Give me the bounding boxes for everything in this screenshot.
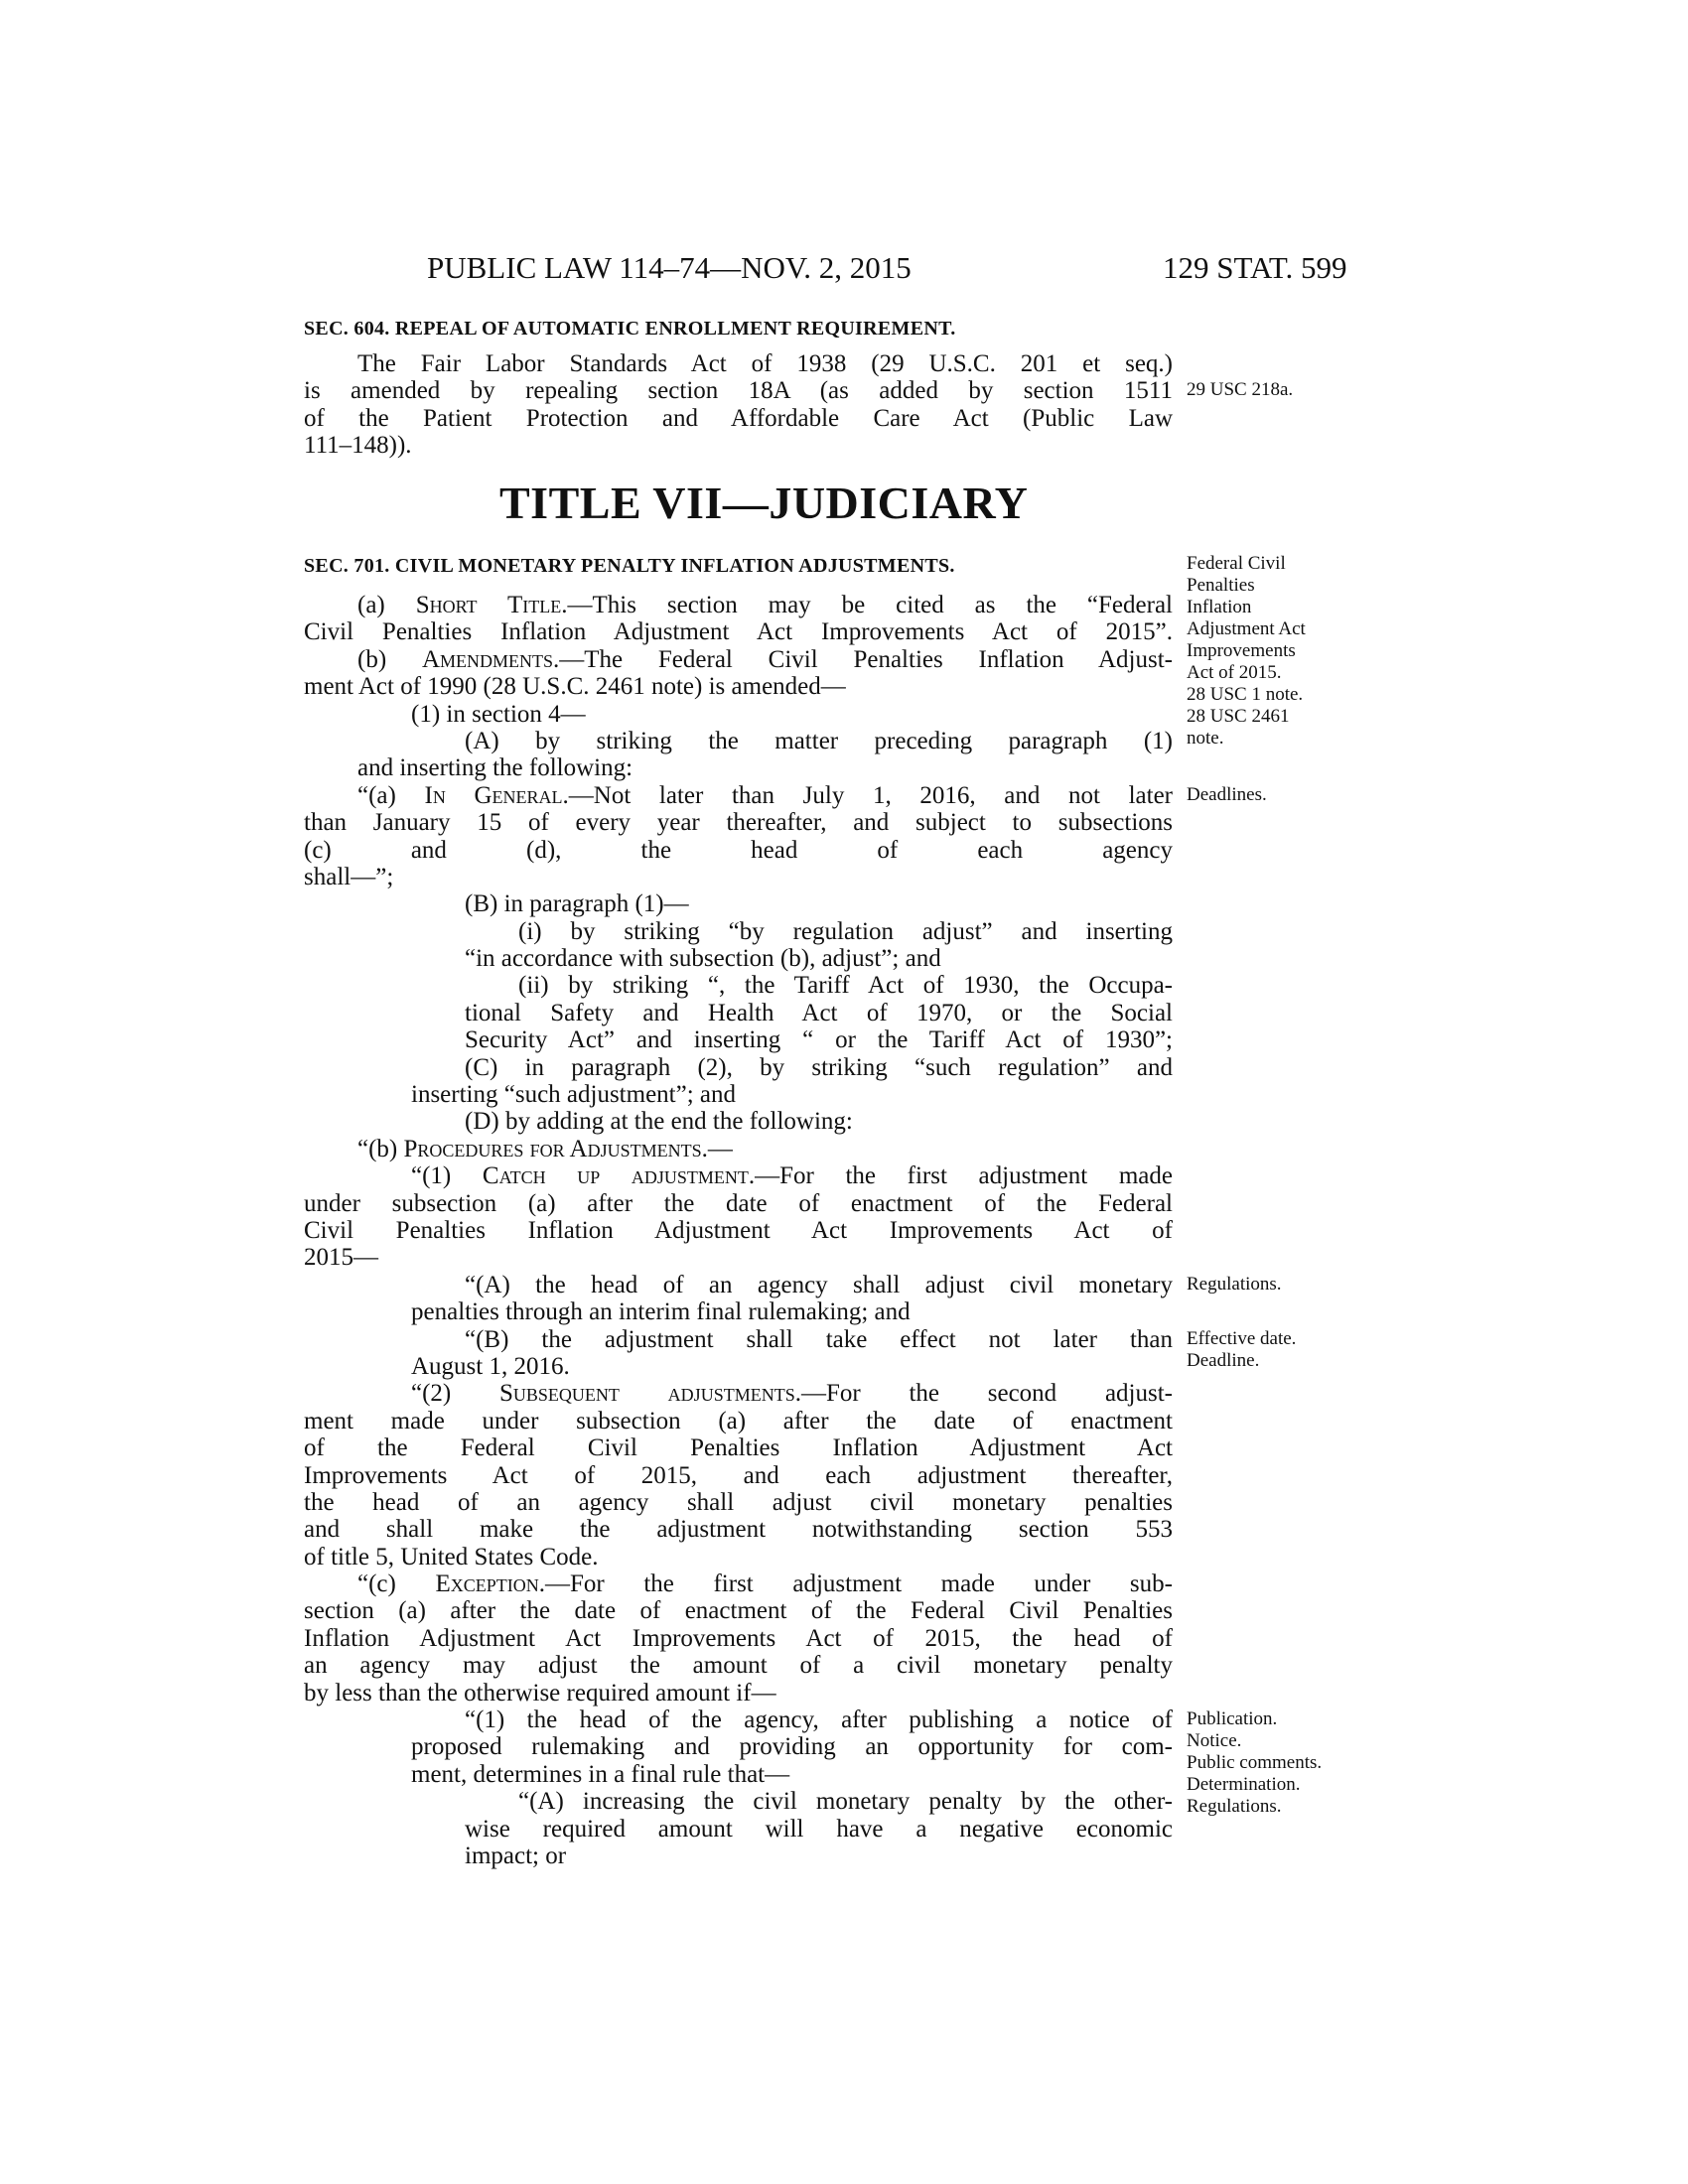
text-segment: wise required amount will have a negative economic <box>465 1815 1173 1843</box>
text-segment: August 1, 2016. <box>411 1352 570 1380</box>
text-segment: is amended by repealing section 18A (as added by section 1511 <box>304 377 1173 405</box>
text-segment: of the Patient Protection and Affordable Care Act (Public Law <box>304 404 1173 432</box>
text-segment: ment made under subsection (a) after the date of enactment <box>304 1407 1173 1434</box>
text-line <box>304 701 1173 728</box>
text-segment: Security Act” and inserting “ or the Tariff Act of 1930”; <box>465 1026 1173 1054</box>
text-segment: Inflation Adjustment Act Improvements Act of 2015, the head of <box>304 1624 1173 1652</box>
text-segment: an agency may adjust the amount of a civil monetary penalty <box>304 1652 1173 1680</box>
text-line <box>304 1570 1173 1597</box>
margin-note-line: Effective date. <box>1187 1327 1297 1349</box>
text-line <box>304 1217 1173 1244</box>
text-line <box>304 864 1173 890</box>
margin-note-line: 29 USC 218a. <box>1187 379 1294 401</box>
text-segment: under subsection (a) after the date of enactment of the Federal <box>304 1189 1173 1217</box>
small-caps-heading: Procedures for Adjustments <box>403 1135 702 1162</box>
text-segment: by less than the otherwise required amount if— <box>304 1679 776 1706</box>
text-segment: (ii) by striking “, the Tariff Act of 1930, the Occupa- <box>518 972 1173 1000</box>
text-segment: “(a) <box>357 781 425 809</box>
text-line <box>304 646 1173 673</box>
text-segment: .—The Federal Civil Penalties Inflation Adjust- <box>553 645 1173 673</box>
text-segment: The Fair Labor Standards Act of 1938 (29 U.S.C. 201 et seq.) <box>357 350 1173 377</box>
text-line <box>304 1162 1173 1189</box>
margin-note <box>1187 784 1267 806</box>
margin-note-short-title <box>1187 553 1306 750</box>
text-line <box>304 1597 1173 1624</box>
text-line <box>304 1544 1173 1570</box>
text-line <box>304 1816 1173 1843</box>
text-segment: Improvements Act of 2015, and each adjustment thereafter, <box>304 1461 1173 1489</box>
text-line <box>304 350 1173 377</box>
text-segment: shall—”; <box>304 863 394 890</box>
text-segment: “(1) the head of the agency, after publishing a notice of <box>465 1706 1173 1734</box>
text-segment: penalties through an interim final rulemaking; and <box>411 1298 911 1326</box>
text-line <box>304 377 1294 405</box>
text-segment: 2015— <box>304 1244 378 1272</box>
text-segment: than January 15 of every year thereafter, and subject to subsections <box>304 809 1173 837</box>
text-line <box>304 1489 1173 1516</box>
text-segment: and shall make the adjustment notwithstanding section 553 <box>304 1516 1173 1544</box>
small-caps-heading: Subsequent adjustments <box>499 1380 795 1408</box>
margin-note-line: Regulations. <box>1187 1796 1282 1818</box>
text-line <box>304 1680 1173 1706</box>
small-caps-heading: Exception <box>435 1570 539 1598</box>
text-segment: impact; or <box>465 1842 567 1869</box>
text-line <box>304 1843 1173 1869</box>
margin-note-line: 28 USC 1 note. <box>1187 684 1304 705</box>
text-segment: Civil Penalties Inflation Adjustment Act Improvements Act of 2015”. <box>304 618 1173 646</box>
margin-note <box>1187 1274 1282 1296</box>
text-segment: “in accordance with subsection (b), adjust”; and <box>465 945 941 973</box>
text-line <box>304 618 1173 645</box>
text-line <box>304 781 1267 809</box>
text-line <box>304 1136 1173 1162</box>
text-segment: (C) in paragraph (2), by striking “such regulation” and <box>465 1053 1173 1081</box>
text-line <box>304 1054 1173 1081</box>
text-segment: “(B) the adjustment shall take effect not later than <box>465 1325 1173 1353</box>
margin-note-line: Publication. <box>1187 1708 1278 1730</box>
text-segment: proposed rulemaking and providing an opportunity for com- <box>411 1733 1173 1761</box>
text-segment: .— <box>701 1135 733 1162</box>
text-segment: .—For the first adjustment made under sub- <box>538 1570 1173 1598</box>
margin-note-line: Act of 2015. <box>1187 662 1282 683</box>
text-segment: .—For the second adjust- <box>794 1380 1173 1408</box>
text-line <box>304 405 1173 432</box>
running-header-law: PUBLIC LAW 114–74—NOV. 2, 2015 <box>427 250 912 285</box>
text-line <box>304 754 1173 781</box>
text-line <box>304 1516 1173 1543</box>
text-line <box>304 1298 1173 1325</box>
text-line <box>304 1788 1173 1815</box>
text-line <box>304 432 1173 459</box>
text-segment: ment, determines in a final rule that— <box>411 1760 790 1788</box>
margin-note-line: Federal Civil <box>1187 553 1286 574</box>
text-segment: “(2) <box>411 1380 500 1408</box>
margin-note-line: Regulations. <box>1187 1273 1282 1295</box>
text-line <box>304 1625 1173 1652</box>
text-line <box>304 918 1173 945</box>
text-line <box>304 1271 1282 1298</box>
text-segment: “(1) <box>411 1162 483 1190</box>
small-caps-heading: Amendments <box>421 645 553 673</box>
text-segment: .—This section may be cited as the “Federal <box>561 592 1173 618</box>
small-caps-heading: In General <box>424 781 563 809</box>
text-line <box>304 1108 1173 1135</box>
text-segment: (a) <box>357 592 416 618</box>
text-line <box>304 972 1173 999</box>
text-line <box>304 1434 1173 1461</box>
text-line <box>304 1380 1173 1407</box>
text-line <box>304 1462 1173 1489</box>
margin-note-line: Public comments. <box>1187 1752 1323 1774</box>
sec-701-heading-text: SEC. 701. CIVIL MONETARY PENALTY INFLATION ADJUSTMENTS. <box>304 555 955 577</box>
text-line <box>304 1244 1173 1271</box>
margin-note-line: Adjustment Act <box>1187 618 1306 639</box>
text-segment: of the Federal Civil Penalties Inflation Adjustment Act <box>304 1434 1173 1462</box>
text-segment: (D) by adding at the end the following: <box>465 1108 853 1136</box>
text-segment: the head of an agency shall adjust civil monetary penalties <box>304 1488 1173 1516</box>
text-line <box>304 890 1173 917</box>
text-line <box>304 728 1173 754</box>
text-segment: .—For the first adjustment made <box>748 1162 1173 1190</box>
margin-note-line: Deadlines. <box>1187 783 1267 805</box>
text-segment: of title 5, United States Code. <box>304 1543 599 1570</box>
text-segment: (i) by striking “by regulation adjust” and inserting <box>518 917 1173 945</box>
text-line <box>304 809 1173 836</box>
text-segment: inserting “such adjustment”; and <box>411 1081 737 1109</box>
text-line <box>304 1733 1173 1760</box>
text-line <box>304 945 1173 972</box>
text-segment: section (a) after the date of enactment of the Federal Civil Penalties <box>304 1597 1173 1625</box>
text-segment: .—Not later than July 1, 2016, and not later <box>562 781 1174 809</box>
text-line <box>304 673 1173 700</box>
margin-note-line: Determination. <box>1187 1774 1301 1796</box>
text-segment: 111–148)). <box>304 432 412 460</box>
margin-note <box>1187 1708 1322 1818</box>
text-segment: “(b) <box>357 1135 404 1162</box>
small-caps-heading: Short Title <box>415 592 562 618</box>
sec-604-heading: SEC. 604. REPEAL OF AUTOMATIC ENROLLMENT REQUIREMENT. <box>304 318 956 340</box>
text-segment: and inserting the following: <box>357 754 633 782</box>
text-segment: “(A) increasing the civil monetary penalty by the other- <box>518 1788 1173 1816</box>
margin-note-line: Deadline. <box>1187 1349 1260 1371</box>
title-heading: TITLE VII—JUDICIARY <box>499 478 1029 528</box>
text-line <box>304 592 1173 618</box>
text-line <box>304 1761 1173 1788</box>
text-segment: (b) <box>357 645 422 673</box>
text-line <box>304 1000 1173 1026</box>
small-caps-heading: Catch up adjustment <box>482 1162 749 1190</box>
margin-note-line: Penalties <box>1187 575 1255 596</box>
text-segment: ment Act of 1990 (28 U.S.C. 2461 note) is amended— <box>304 673 846 701</box>
text-segment: (A) by striking the matter preceding paragraph (1) <box>465 727 1173 754</box>
text-line <box>304 1652 1173 1679</box>
text-segment: (B) in paragraph (1)— <box>465 890 689 918</box>
running-header-stat-page: 129 STAT. 599 <box>1163 250 1347 285</box>
text-line <box>304 1353 1173 1380</box>
text-segment: “(c) <box>357 1570 436 1598</box>
margin-note-line: 28 USC 2461 <box>1187 706 1290 727</box>
text-segment: “(A) the head of an agency shall adjust civil monetary <box>465 1271 1173 1298</box>
text-line <box>304 837 1173 864</box>
text-segment: Civil Penalties Inflation Adjustment Act Improvements Act of <box>304 1216 1173 1244</box>
text-line <box>304 1026 1173 1053</box>
text-segment: (c) and (d), the head of each agency <box>304 836 1173 864</box>
text-line <box>304 1408 1173 1434</box>
sec-604-body <box>304 350 1294 460</box>
margin-note-line: note. <box>1187 728 1224 749</box>
margin-note <box>1187 379 1293 401</box>
margin-note-line: Inflation <box>1187 597 1252 617</box>
text-segment: tional Safety and Health Act of 1970, or the Social <box>465 999 1173 1026</box>
text-line <box>304 1190 1173 1217</box>
text-line <box>304 1081 1173 1108</box>
margin-note <box>1187 1328 1296 1372</box>
text-segment: (1) in section 4— <box>411 700 586 728</box>
margin-note-line: Notice. <box>1187 1730 1242 1752</box>
margin-note-line: Improvements <box>1187 640 1296 661</box>
